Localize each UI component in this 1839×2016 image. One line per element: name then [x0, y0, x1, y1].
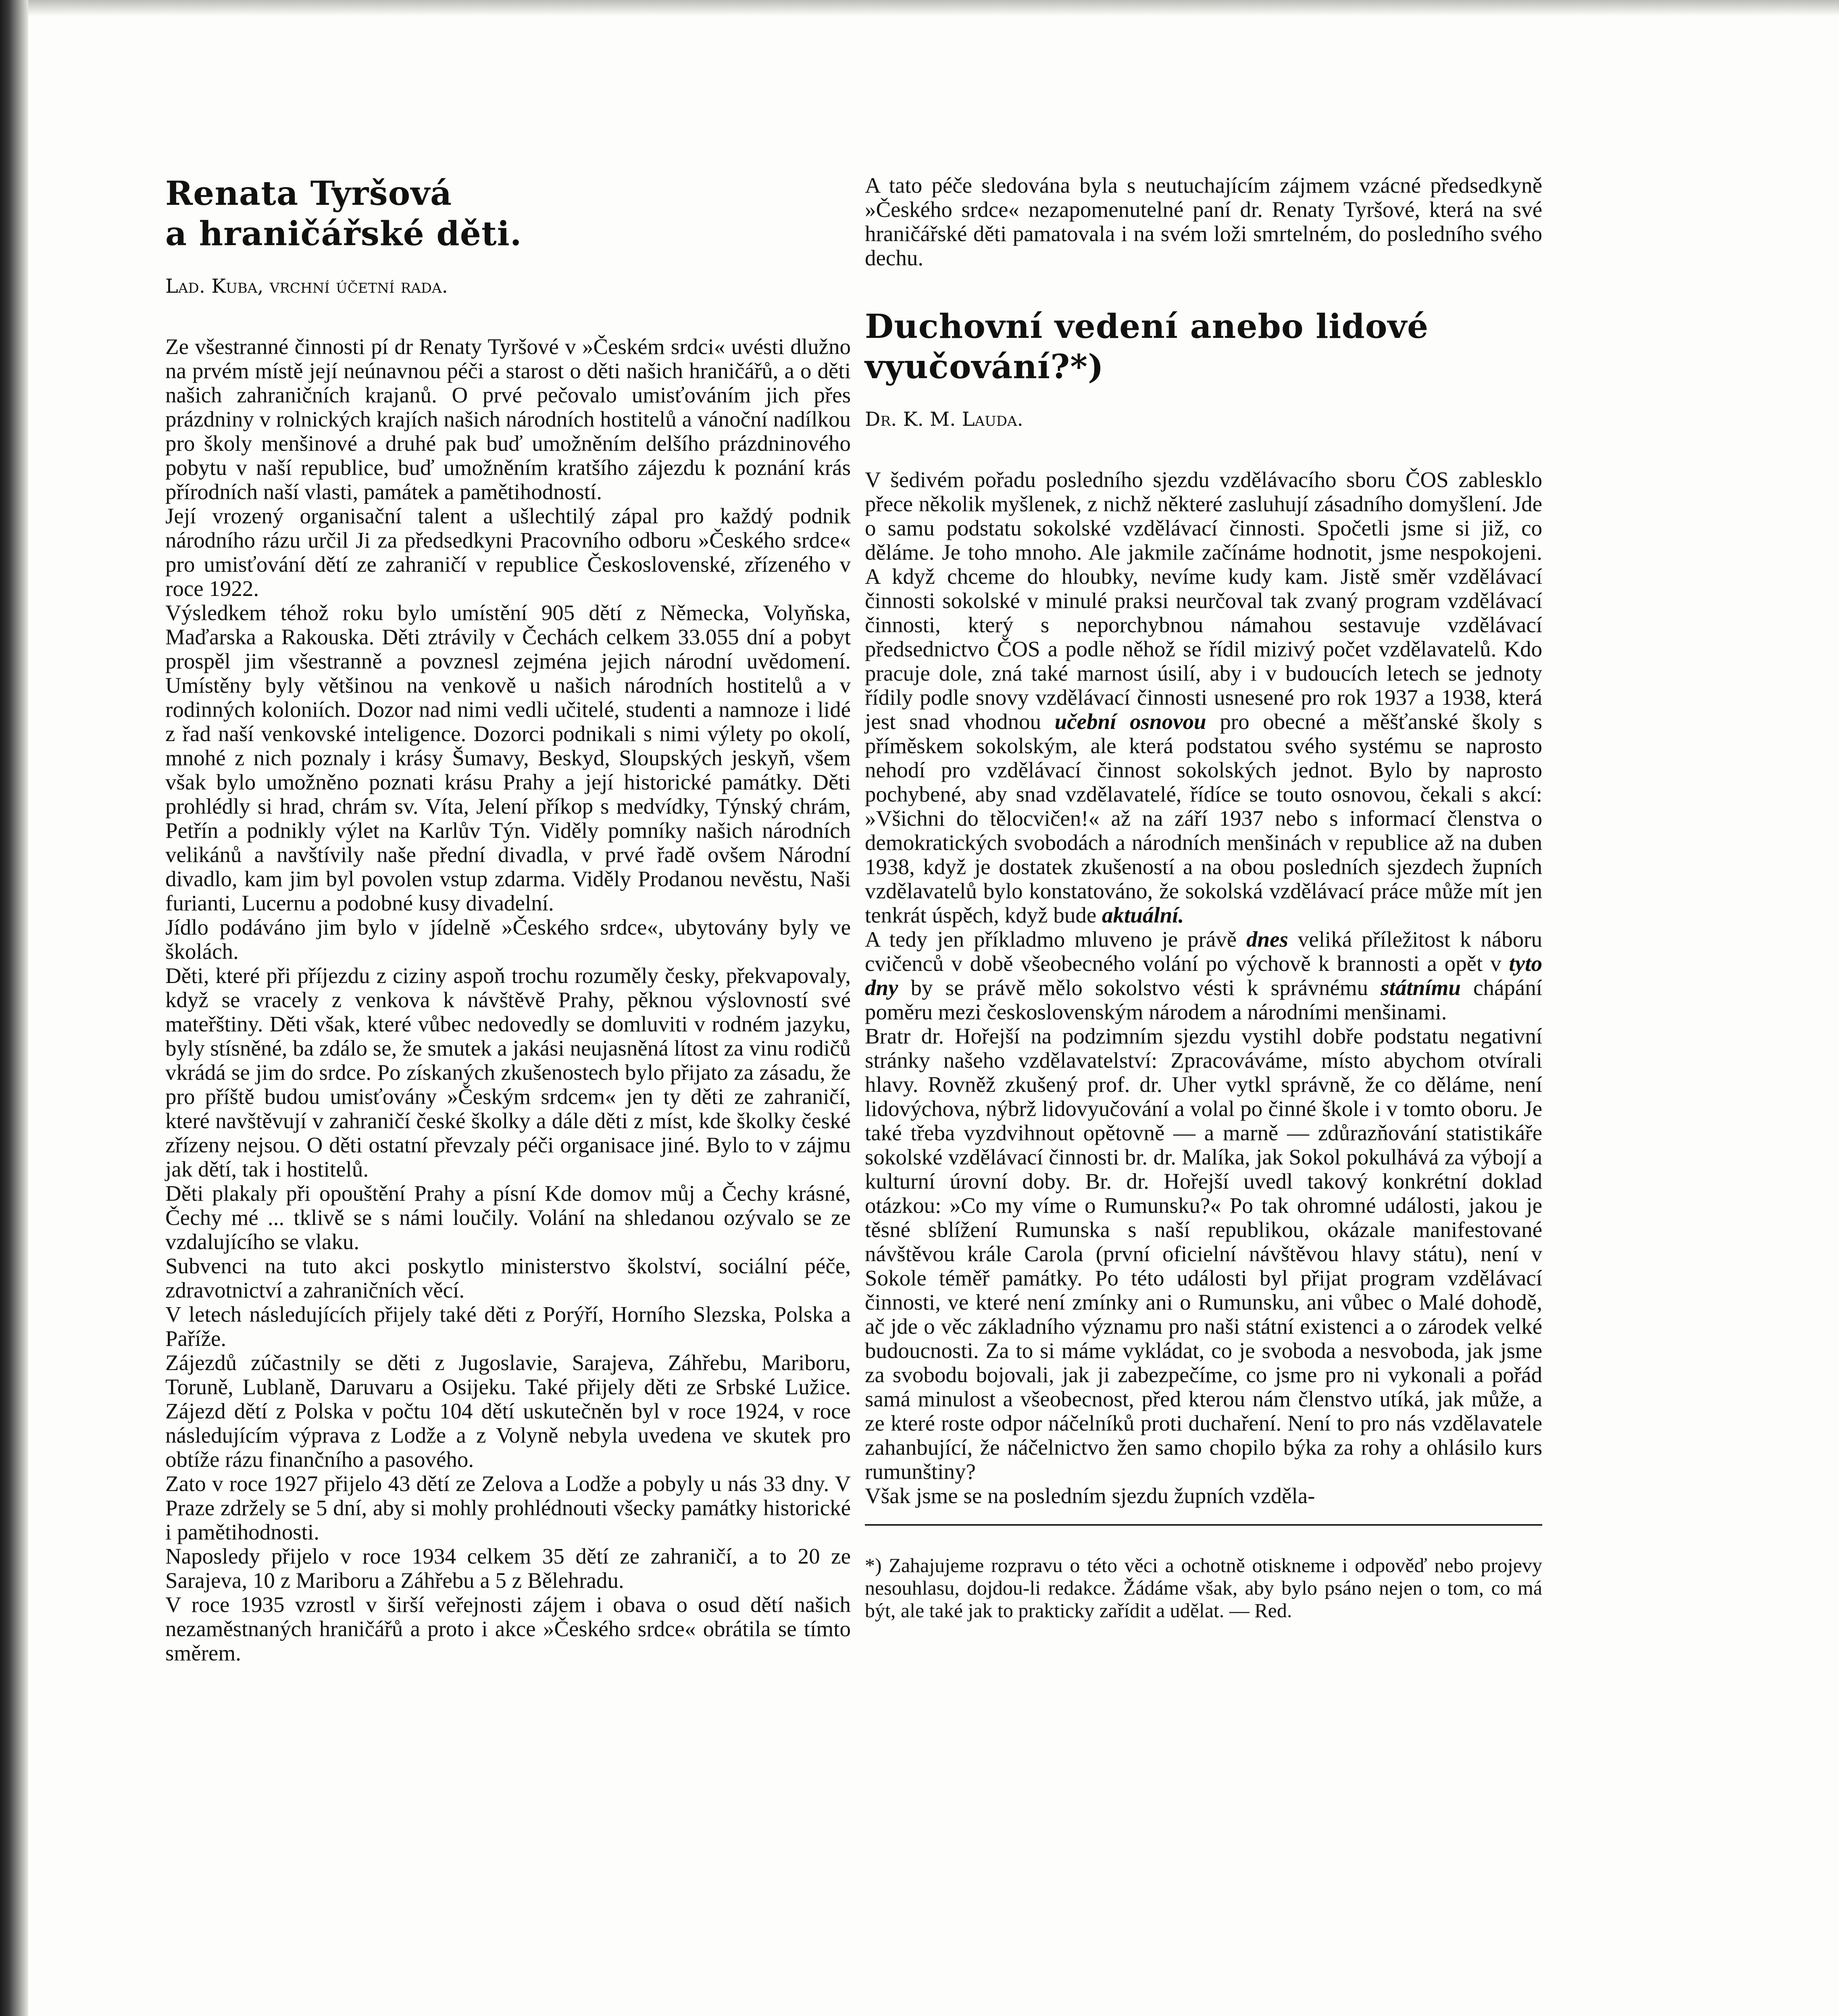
article-title-tyrsova — [165, 173, 851, 254]
paragraph: Ze všestranné činnosti pí dr Renaty Tyršové v »Českém srdci« uvésti dlužno na prvém místě její neúnavnou péči a starost o děti našich hraničářů, a o děti našich zahraničních krajanů. O prvé pečovalo umisťováním jich přes prázdniny v rolnických krajích našich národních hostitelů a vánoční nadílkou pro školy menšinové a druhé pak buď umožněním delšího prázdninového pobytu v naší republice, buď umožněním kratšího zájezdu k poznání krás přírodních naší vlasti, památek a pamětihodností. — [165, 334, 851, 504]
paragraph: Subvenci na tuto akci poskytlo ministerstvo školství, sociální péče, zdravotnictví a zahraničních věcí. — [165, 1254, 851, 1302]
title-line-1: Duchovní vedení anebo lidové — [865, 307, 1429, 346]
text-run: by se právě mělo sokolstvo vésti k správnému — [898, 975, 1381, 1000]
text-run: V šedivém pořadu posledního sjezdu vzdělávacího sboru ČOS zablesklo přece několik myšlenek, z nichž některé zasluhují zásadního domyšlení. Jde o samu podstatu sokolské vzdělávací činnosti. Spočetli jsme si již, co děláme. Je toho mnoho. Ale jakmile začínáme hodnotit, jsme nespokojeni. A když chceme do hloubky, nevíme kudy kam. Jistě směr vzdělávací činnosti sokolské v minulé praksi neurčoval tak zvaný program vzdělávací činnosti, který s neporchybnou námahou sestavuje vzdělávací předsednictvo ČOS a podle něhož se řídil mizivý počet vzdělavatelů. Kdo pracuje dole, zná také marnost úsilí, aby i v budoucích letech se jednoty řídily podle snovy vzdělávací činnosti usnesené pro rok 1937 a 1938, která jest snad vhodnou — [865, 467, 1542, 734]
title-line-2: a hraničářské děti. — [165, 215, 522, 253]
title-line-2: vyučování?*) — [865, 348, 1104, 386]
paragraph: Děti, které při příjezdu z ciziny aspoň trochu rozuměly česky, překvapovaly, když se vracely z venkova k návštěvě Prahy, pěknou výslovností své mateřštiny. Děti však, které vůbec nedovedly se domluviti v rodném jazyku, byly stísněné, ba zdálo se, že smutek a jakási neujasněná lítost za vinu rodičů vkrádá se jim do srdce. Po získaných zkušenostech bylo přijato za zásadu, že pro příště budou umisťovány »Českým srdcem« jen ty děti ze zahraničí, které navštěvují v zahraničí české školky a dále děti z míst, kde školky české zřízeny nejsou. O děti ostatní převzaly péči organisace jiné. Bylo to v zájmu jak dětí, tak i hostitelů. — [165, 963, 851, 1181]
author-role: , vrchní účetní rada. — [257, 275, 448, 298]
paragraph: Děti plakaly při opouštění Prahy a písní Kde domov můj a Čechy krásné, Čechy mé ... tklivě se s námi loučily. Volání na shledanou ozývalo se ze vzdalujícího se vlaku. — [165, 1181, 851, 1254]
emphasis: státnímu — [1381, 975, 1461, 1000]
emphasis: dnes — [1246, 927, 1288, 952]
paragraph: Naposledy přijelo v roce 1934 celkem 35 dětí ze zahraničí, a to 20 ze Sarajeva, 10 z Mariboru a Záhřebu a 5 z Bělehradu. — [165, 1544, 851, 1593]
scan-left-edge — [0, 0, 28, 2016]
paragraph: Však jsme se na posledním sjezdu župních vzděla- — [865, 1483, 1315, 1508]
emphasis: tyto dny — [865, 951, 1542, 1000]
author-name: Lad. Kuba — [165, 275, 258, 298]
text-run: A tedy jen příkladmo mluveno je právě — [865, 927, 1247, 952]
text-run: veliká příležitost k náboru cvičenců v době všeobecného volání po výchově k brannosti a opět v — [865, 927, 1542, 976]
footnote: *) Zahajujeme rozpravu o této věci a ochotně otiskneme i odpověď nebo projevy nesouhlasu, dojdou-li redakce. Žádáme však, aby bylo psáno nejen o tom, co má být, ale také jak to prakticky zařídit a udělat. — Red. — [865, 1554, 1542, 1622]
text-run: chápání poměru mezi československým národem a národními menšinami. — [865, 975, 1543, 1024]
paragraph: Zato v roce 1927 přijelo 43 dětí ze Zelova a Lodže a pobyly u nás 33 dny. V Praze zdržely se 5 dní, aby si mohly prohlédnouti všecky památky historické i pamětihodnosti. — [165, 1471, 851, 1544]
right-column — [865, 173, 1542, 1642]
author-byline-lauda — [865, 407, 1542, 431]
continued-paragraph: A tato péče sledována byla s neutuchajícím zájmem vzácné předsedkyně »Českého srdce« nezapomenutelné paní dr. Renaty Tyršové, která na své hraničářské děti pamatovala i na svém loži smrtelném, do posledního svého dechu. — [865, 173, 1542, 270]
left-column — [165, 173, 851, 1665]
article-title-duchovni — [865, 306, 1542, 387]
paragraph — [865, 468, 1542, 927]
footnote-divider — [865, 1524, 1542, 1526]
emphasis: aktuální. — [1102, 903, 1184, 927]
paragraph: Jídlo podáváno jim bylo v jídelně »Českého srdce«, ubytovány byly ve školách. — [165, 915, 851, 964]
paragraph — [865, 927, 1542, 1024]
paragraph: Její vrozený organisační talent a ušlechtilý zápal pro každý podnik národního rázu určil Ji za předsedkyni Pracovního odboru »Českého srdce« pro umisťování dětí ze zahraničí v republice Československé, zřízeného v roce 1922. — [165, 504, 851, 601]
paragraph: Zájezdů zúčastnily se děti z Jugoslavie, Sarajeva, Záhřebu, Mariboru, Toruně, Lublaně, Daruvaru a Osijeku. Také přijely děti ze Srbské Lužice. Zájezd dětí z Polska v počtu 104 dětí uskutečněn byl v roce 1924, v roce následujícím výprava z Lodže a z Volyně nebyla uvedena ve skutek pro obtíže rázu finančního a pasového. — [165, 1350, 851, 1472]
paragraph: V letech následujících přijely také děti z Porýří, Horního Slezska, Polska a Paříže. — [165, 1302, 851, 1351]
title-line-1: Renata Tyršová — [165, 174, 452, 213]
text-run: pro obecné a měšťanské školy s příměskem sokolským, ale která podstatou svého systému se naprosto nehodí pro vzdělávací činnost sokolských jednot. Bylo by naprosto pochybené, aby snad vzdělavatelé, řídíce se touto osnovou, čekali s akcí: »Všichni do tělocvičen!« až na září 1937 nebo s informací členstva o demokratických svobodách a národních menšinách v republice až na duben 1938, když je dostatek zkušeností a na obou posledních sjezdech župních vzdělavatelů bylo konstatováno, že sokolská vzdělávací práce může mít jen tenkrát úspěch, když bude — [865, 709, 1542, 927]
author-byline-kuba — [165, 274, 851, 298]
scan-top-edge — [0, 0, 1839, 16]
author-name: Dr. K. M. Lauda. — [865, 408, 1023, 431]
paragraph: V roce 1935 vzrostl v širší veřejnosti zájem i obava o osud dětí našich nezaměstnaných hraničářů a proto i akce »Českého srdce« obrátila se tímto směrem. — [165, 1592, 851, 1665]
paragraph: Bratr dr. Hořejší na podzimním sjezdu vystihl dobře podstatu negativní stránky našeho vzdělavatelství: Zpracováváme, místo abychom otvírali hlavy. Rovněž zkušený prof. dr. Uher vytkl správně, že co děláme, není lidovýchova, nýbrž lidovyučování a volal po činné škole i v tomto oboru. Je také třeba vyzdvihnout opětovně — a marně — zdůrazňování statistikáře sokolské vzdělávací činnosti br. dr. Malíka, jak Sokol pokulhává za výbojí a kulturní úrovní doby. Br. dr. Hořejší uvedl takový konkrétní doklad otázkou: »Co my víme o Rumunsku?« Po tak ohromné události, jakou je těsné sblížení Rumunska s naší republikou, okázale manifestované návštěvou krále Carola (první oficielní návštěvou hlavy státu), není v Sokole téměř památky. Po této události byl přijat program vzdělávací činnosti, ve které není zmínky ani o Rumunsku, ani vůbec o Malé dohodě, ač jde o věc základního významu pro naši státní existenci a o zárodek velké budoucnosti. Za to si máme vykládat, co je svoboda a nesvoboda, jak jsme za svobodu bojovali, jak ji zabezpečíme, co jsme pro ni vykonali a pořád samá minulost a všeobecnost, před kterou nám členstvo utíká, jak může, a ze které roste odpor náčelníků proti duchaření. Není to pro nás vzdělavatele zahanbující, že náčelnictvo žen samo chopilo býka za rohy a ohlásilo kurs rumunštiny? — [865, 1024, 1542, 1484]
emphasis: učební osnovou — [1054, 709, 1206, 734]
paragraph: Výsledkem téhož roku bylo umístění 905 dětí z Německa, Volyňska, Maďarska a Rakouska. Děti ztrávily v Čechách celkem 33.055 dní a pobyt prospěl jim všestranně a povznesl zejména jejich národní uvědomení. Umístěny byly většinou na venkově u našich národních hostitelů a v rodinných koloniích. Dozor nad nimi vedli učitelé, studenti a namnoze i lidé z řad naší venkovské inteligence. Dozorci podnikali s nimi výlety po okolí, mnohé z nich poznaly i krásy Šumavy, Beskyd, Sloupských jeskyň, všem však bylo umožněno poznati krásu Prahy a její historické památky. Děti prohlédly si hrad, chrám sv. Víta, Jelení příkop s medvídky, Týnský chrám, Petřín a podnikly výlet na Karlův Týn. Viděly pomníky našich národních velikánů a navštívily naše přední divadla, v prvé řadě ovšem Národní divadlo, kam jim byl povolen vstup zdarma. Viděly Prodanou nevěstu, Naši furianti, Lucernu a podobné kusy divadelní. — [165, 600, 851, 915]
section-gap — [865, 270, 1542, 306]
